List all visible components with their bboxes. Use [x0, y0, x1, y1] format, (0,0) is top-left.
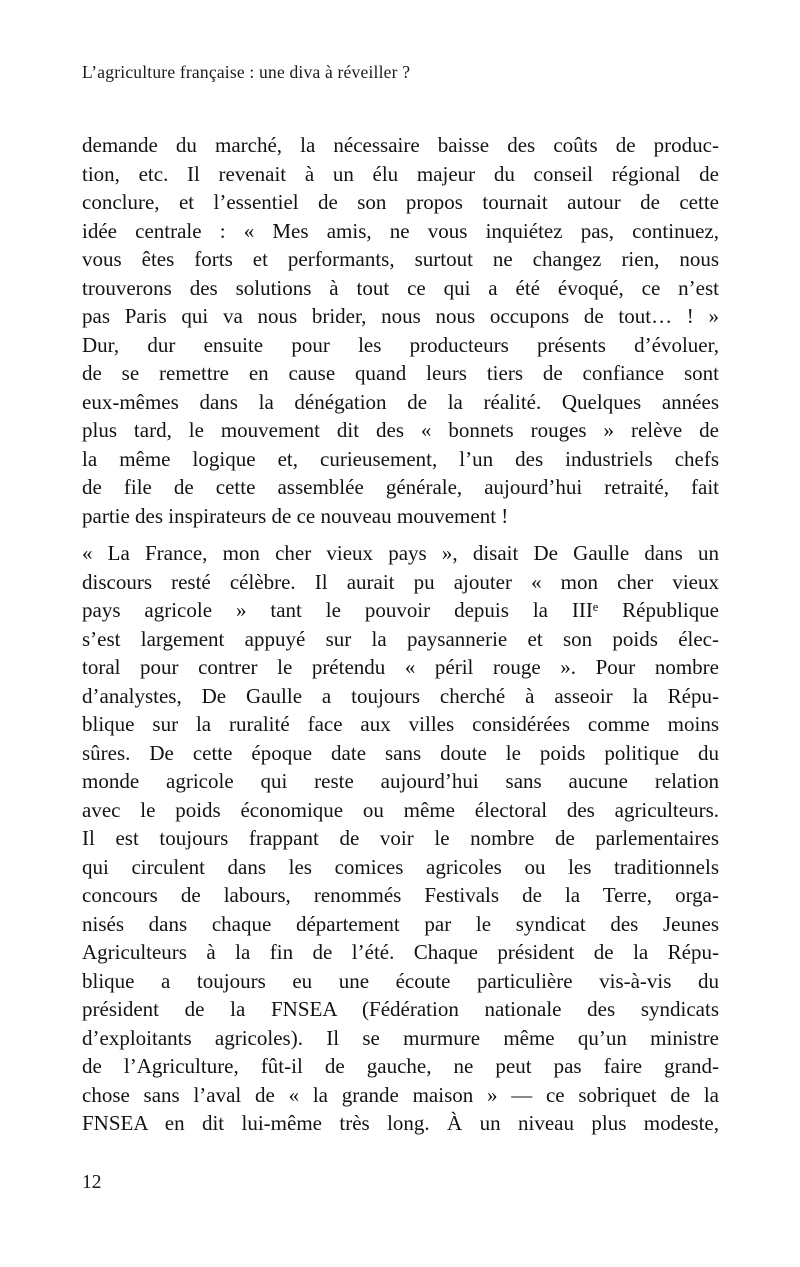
paragraph — [82, 539, 719, 1138]
text-line: président de la FNSEA (Fédération nationale des syndicats — [82, 997, 719, 1021]
page-number: 12 — [82, 1172, 102, 1193]
page-body — [82, 131, 719, 1138]
text-line: FNSEA en dit lui-même très long. À un niveau plus modeste, — [82, 1111, 719, 1135]
text-line: s’est largement appuyé sur la paysannerie et son poids élec- — [82, 626, 719, 651]
text-line: demande du marché, la nécessaire baisse des coûts de produc- — [82, 133, 719, 157]
text-line: blique sur la ruralité face aux villes considérées comme moins — [82, 712, 719, 736]
running-header: L’agriculture française : une diva à réveiller ? — [82, 62, 411, 82]
text-line: de file de cette assemblée générale, aujourd’hui retraité, fait — [82, 475, 719, 499]
text-line: idée centrale : « Mes amis, ne vous inquiétez pas, continuez, — [82, 218, 719, 243]
text-line: blique a toujours eu une écoute particulière vis-à-vis du — [82, 968, 719, 993]
text-line: concours de labours, renommés Festivals de la Terre, orga- — [82, 883, 719, 907]
text-line: « La France, mon cher vieux pays », disait De Gaulle dans un — [82, 541, 719, 565]
text-line: Dur, dur ensuite pour les producteurs présents d’évoluer, — [82, 332, 719, 357]
text-line: pays agricole » tant le pouvoir depuis la IIIᵉ République — [82, 598, 719, 622]
text-line: monde agricole qui reste aujourd’hui sans aucune relation — [82, 769, 719, 793]
text-line: tion, etc. Il revenait à un élu majeur du conseil régional de — [82, 161, 719, 186]
text-line: qui circulent dans les comices agricoles ou les traditionnels — [82, 854, 719, 879]
text-line: toral pour contrer le prétendu « péril rouge ». Pour nombre — [82, 655, 719, 679]
text-line: d’analystes, De Gaulle a toujours cherché à asseoir la Répu- — [82, 683, 719, 708]
text-line: eux-mêmes dans la dénégation de la réalité. Quelques années — [82, 389, 719, 414]
text-line: d’exploitants agricoles). Il se murmure même qu’un ministre — [82, 1025, 719, 1050]
text-line: de se remettre en cause quand leurs tiers de confiance sont — [82, 361, 719, 385]
text-line: la même logique et, curieusement, l’un des industriels chefs — [82, 446, 719, 471]
text-line: de l’Agriculture, fût-il de gauche, ne peut pas faire grand- — [82, 1054, 719, 1078]
text-line: vous êtes forts et performants, surtout ne changez rien, nous — [82, 247, 719, 271]
text-line: plus tard, le mouvement dit des « bonnets rouges » relève de — [82, 418, 719, 442]
text-line: trouverons des solutions à tout ce qui a été évoqué, ce n’est — [82, 275, 719, 300]
text-line: pas Paris qui va nous brider, nous nous occupons de tout… ! » — [82, 304, 719, 328]
text-line: nisés dans chaque département par le syndicat des Jeunes — [82, 911, 719, 936]
paragraph — [82, 131, 719, 530]
text-line: sûres. De cette époque date sans doute le poids politique du — [82, 740, 719, 765]
text-line: Il est toujours frappant de voir le nombre de parlementaires — [82, 826, 719, 850]
text-line: avec le poids économique ou même électoral des agriculteurs. — [82, 797, 719, 822]
text-line: conclure, et l’essentiel de son propos tournait autour de cette — [82, 190, 719, 214]
text-line: chose sans l’aval de « la grande maison » — ce sobriquet de la — [82, 1082, 719, 1107]
text-line: partie des inspirateurs de ce nouveau mouvement ! — [82, 503, 509, 528]
text-line: Agriculteurs à la fin de l’été. Chaque président de la Répu- — [82, 940, 719, 964]
text-line: discours resté célèbre. Il aurait pu ajouter « mon cher vieux — [82, 569, 719, 594]
